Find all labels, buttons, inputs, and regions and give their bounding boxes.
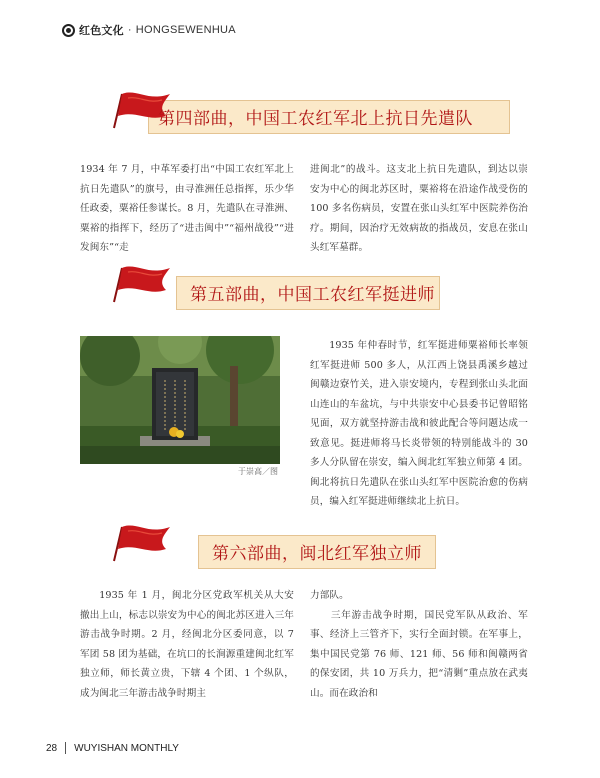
- magazine-logo-icon: [62, 24, 75, 37]
- section-4-left-column: 1934 年 7 月，中革军委打出“中国工农红军北上抗日先遣队”的旗号，由寻淮洲任总指挥，乐少华任政委，粟裕任参谋长。8 月，先遣队在寻淮洲、粟裕的指挥下，经历了“进击闽中”“福州战役”“进发闽东”“走: [80, 164, 294, 253]
- footer-divider: [65, 742, 66, 754]
- magazine-name: WUYISHAN MONTHLY: [74, 742, 179, 754]
- section-4-right-column: 进闽北”的战斗。这支北上抗日先遣队，到达以崇安为中心的闽北苏区时，粟裕将在沿途作战受伤的 100 多名伤病员，安置在张山头红军中医院养伤治疗。期间，因治疗无效病故的指战员，安息在张山头红军墓群。: [310, 164, 528, 253]
- red-flag-icon: [108, 521, 178, 565]
- memorial-photo-image: [80, 336, 280, 464]
- header-dot: ·: [127, 24, 132, 36]
- section-4-banner: [108, 100, 548, 132]
- header-sub: HONGSEWENHUA: [135, 24, 236, 36]
- section-title: 第六部曲，闽北红军独立师: [212, 543, 422, 564]
- section-title: 第五部曲，中国工农红军挺进师: [190, 284, 435, 305]
- page-footer: [46, 742, 179, 754]
- section-5-banner: [108, 276, 508, 308]
- page-number: 28: [46, 742, 58, 754]
- header-brand: 红色文化: [79, 24, 124, 37]
- memorial-photo: [80, 336, 280, 464]
- red-flag-icon: [108, 262, 178, 306]
- section-6-left-column: 1935 年 1 月，闽北分区党政军机关从大安撤出上山，标志以崇安为中心的闽北苏区进入三年游击战争时期。2 月，经闽北分区委同意，以 7 军团 58 团为基础，在坑口的长涧源重建闽北红军独立师，师长黄立贵，下辖 4 个团、1 个纵队，成为闽北三年游击战争时期主: [80, 590, 294, 699]
- section-5-right-column: 1935 年仲春时节，红军挺进师粟裕师长率领红军挺进师 500 多人，从江西上饶县禹溪乡越过闽赣边寮竹关，进入崇安境内，专程到张山头北面山连山的车盆坑，与中共崇安中心县委书记曾昭铭见面，双方就坚持游击战和彼此配合等问题达成一致意见。挺进师将马长炎带领的特别能战斗的 30 多人分队留在崇安，编入闽北红军独立师第 4 团。闽北将抗日先遣队在张山头红军中医院治愈的伤病员，编入红军挺进师继续北上抗日。: [310, 340, 528, 507]
- section-6-right-column: 力部队。 三年游击战争时期，国民党军队从政治、军事、经济上三管齐下，实行全面封锁。在军事上，集中国民党第 76 师、121 师、56 师和闽赣两省的保安团，共 10 万兵力，把“清剿”重点放在武夷山。而在政治和: [310, 590, 528, 699]
- section-title: 第四部曲，中国工农红军北上抗日先遣队: [158, 108, 473, 129]
- section-6-banner: [108, 535, 508, 567]
- photo-caption: 于崇高／图: [238, 467, 278, 476]
- page-header: [62, 22, 236, 38]
